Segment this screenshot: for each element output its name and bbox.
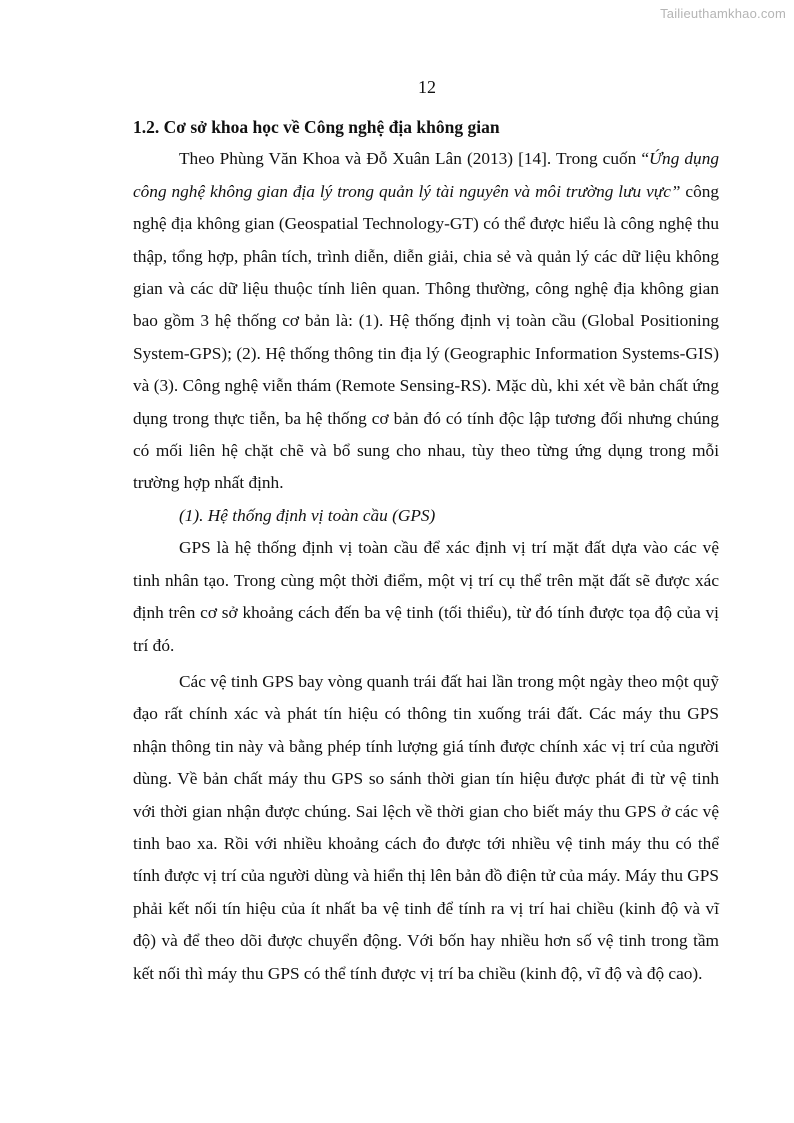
page-number: 12 <box>418 77 436 97</box>
watermark: Tailieuthamkhao.com <box>660 6 786 21</box>
paragraph-gps-operation: Các vệ tinh GPS bay vòng quanh trái đất hai lần trong một ngày theo một quỹ đạo rất chính xác và phát tín hiệu có thông tin xuống trái đất. Các máy thu GPS nhận thông tin này và bằng phép tính lượng giá tính được chính xác vị trí của người dùng. Về bản chất máy thu GPS so sánh thời gian tín hiệu được phát đi từ vệ tinh với thời gian nhận được chúng. Sai lệch về thời gian cho biết máy thu GPS ở các vệ tinh bao xa. Rồi với nhiều khoảng cách đo được tới nhiều vệ tinh máy thu có thể tính được vị trí của người dùng và hiển thị lên bản đồ điện tử của máy. Máy thu GPS phải kết nối tín hiệu của ít nhất ba vệ tinh để tính ra vị trí hai chiều (kinh độ và vĩ độ) và để theo dõi được chuyển động. Với bốn hay nhiều hơn số vệ tinh trong tầm kết nối thì máy thu GPS có thể tính được vị trí ba chiều (kinh độ, vĩ độ và độ cao). <box>133 671 719 983</box>
paragraph-intro-body: công nghệ địa không gian (Geospatial Technology-GT) có thể được hiểu là công nghệ thu thập, tổng hợp, phân tích, trình diễn, diễn giải, chia sẻ và quản lý các dữ liệu không gian và các dữ liệu thuộc tính liên quan. Thông thường, công nghệ địa không gian bao gồm 3 hệ thống cơ bản là: (1). Hệ thống định vị toàn cầu (Global Positioning System-GPS); (2). Hệ thống thông tin địa lý (Geographic Information Systems-GIS) và (3). Công nghệ viễn thám (Remote Sensing-RS). Mặc dù, khi xét về bản chất ứng dụng trong thực tiễn, ba hệ thống cơ bản đó có tính độc lập tương đối nhưng chúng có mối liên hệ chặt chẽ và bổ sung cho nhau, tùy theo từng ứng dụng trong mỗi trường hợp nhất định. <box>133 181 720 493</box>
book-title: Ứng dụng công nghệ không gian địa lý trong quản lý tài nguyên và môi trường lưu vực” <box>133 149 719 201</box>
document-body <box>133 111 719 990</box>
subheading-gps: (1). Hệ thống định vị toàn cầu (GPS) <box>179 505 436 525</box>
section-heading: 1.2. Cơ sở khoa học về Công nghệ địa không gian <box>133 117 500 137</box>
paragraph-intro-lead: Theo Phùng Văn Khoa và Đỗ Xuân Lân (2013) [14]. Trong cuốn “ <box>179 149 650 169</box>
paragraph-intro <box>133 143 719 499</box>
paragraph-gps-definition: GPS là hệ thống định vị toàn cầu để xác định vị trí mặt đất dựa vào các vệ tinh nhân tạo. Trong cùng một thời điểm, một vị trí cụ thể trên mặt đất sẽ được xác định trên cơ sở khoảng cách đến ba vệ tinh (tối thiểu), từ đó tính được tọa độ của vị trí đó. <box>133 538 719 655</box>
